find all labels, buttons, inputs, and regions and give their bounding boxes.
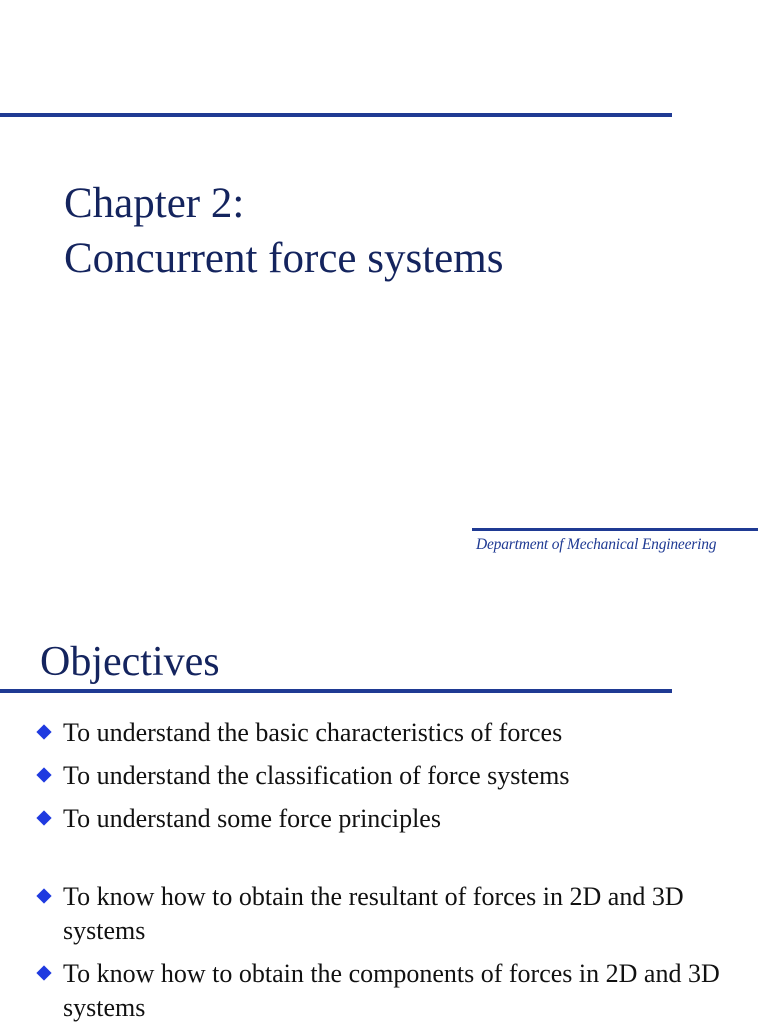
objective-item — [36, 880, 726, 948]
objectives-rule — [0, 689, 672, 693]
diamond-bullet-icon — [36, 965, 51, 980]
objectives-slide — [0, 576, 768, 1024]
objectives-list — [36, 716, 726, 1024]
department-rule — [472, 528, 758, 531]
objective-item — [36, 957, 726, 1024]
objectives-title: Objectives — [40, 639, 220, 685]
objective-text: To understand the classification of force systems — [63, 761, 570, 790]
chapter-title — [64, 176, 503, 286]
objective-text: To know how to obtain the components of forces in 2D and 3D systems — [63, 959, 720, 1022]
diamond-bullet-icon — [36, 767, 51, 782]
header-rule — [0, 113, 672, 117]
objective-item — [36, 802, 726, 836]
objective-text: To understand some force principles — [63, 804, 441, 833]
objective-item — [36, 759, 726, 793]
diamond-bullet-icon — [36, 724, 51, 739]
objective-text: To understand the basic characteristics of forces — [63, 718, 563, 747]
diamond-bullet-icon — [36, 888, 51, 903]
objective-item — [36, 716, 726, 750]
objective-text: To know how to obtain the resultant of forces in 2D and 3D systems — [63, 882, 684, 945]
department-label: Department of Mechanical Engineering — [476, 536, 717, 553]
diamond-bullet-icon — [36, 810, 51, 825]
chapter-title-line-2: Concurrent force systems — [64, 235, 504, 282]
chapter-title-line-1: Chapter 2: — [64, 180, 245, 227]
